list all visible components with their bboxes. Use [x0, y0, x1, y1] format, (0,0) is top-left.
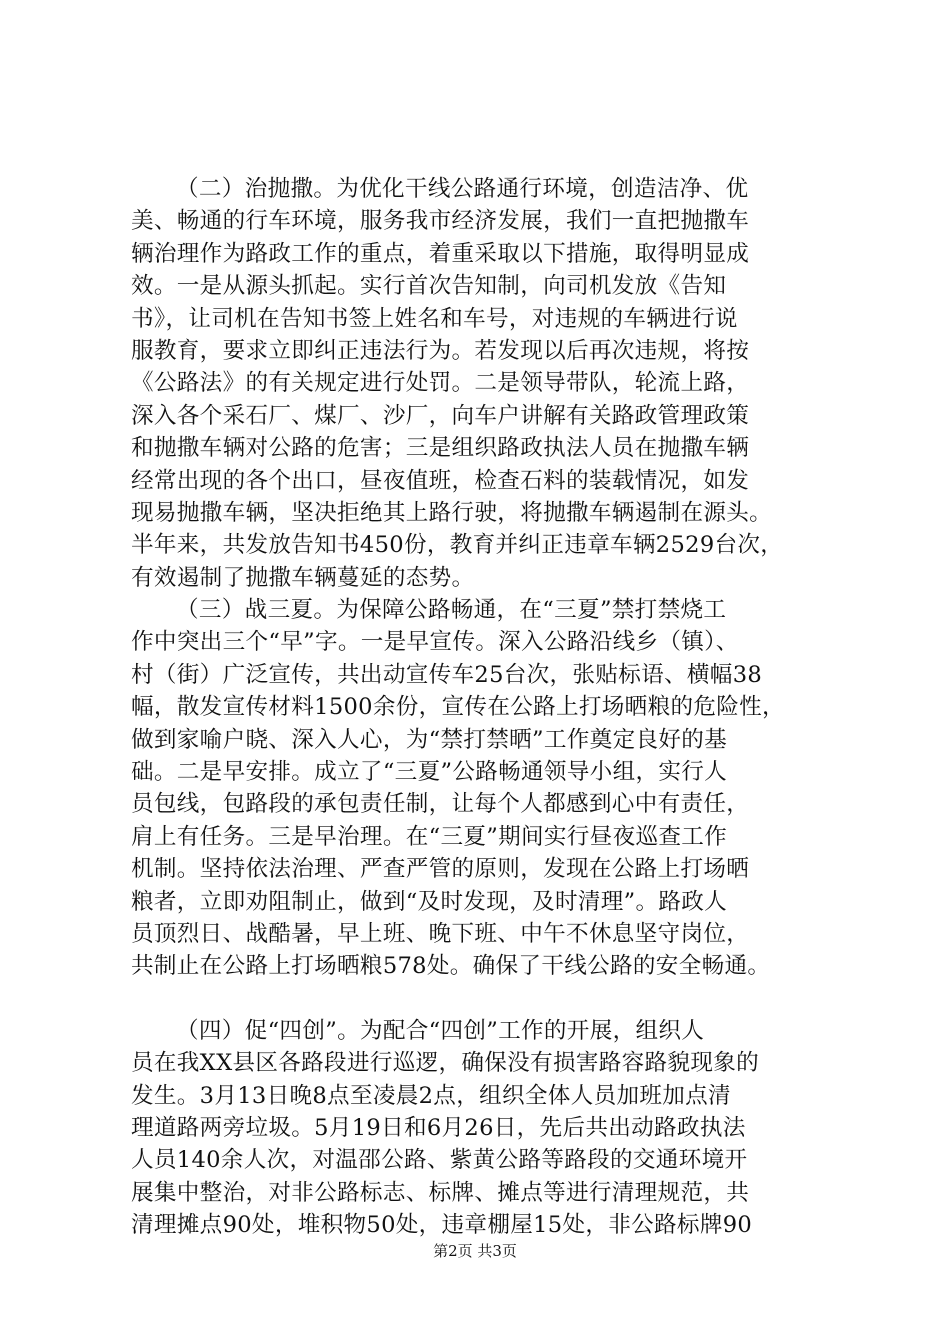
page-number: 第2页 共3页	[433, 1242, 517, 1260]
paragraph-line: 和抛撒车辆对公路的危害；三是组织路政执法人员在抛撒车辆	[131, 435, 750, 462]
paragraph-line: 清理摊点90处，堆积物50处，违章棚屋15处，非公路标牌90	[131, 1212, 753, 1239]
paragraph-line: 础。二是早安排。成立了“三夏”公路畅通领导小组，实行人	[131, 759, 728, 786]
paragraph-zhi-pao-sa	[131, 173, 851, 594]
paragraph-spacer	[131, 983, 851, 1015]
paragraph-line: （三）战三夏。为保障公路畅通，在“三夏”禁打禁烧工	[176, 597, 727, 624]
paragraph-line: 有效遏制了抛撒车辆蔓延的态势。	[131, 564, 475, 591]
paragraph-line: 效。一是从源头抓起。实行首次告知制，向司机发放《告知	[131, 273, 727, 300]
paragraph-line: 发生。3月13日晚8点至凌晨2点，组织全体人员加班加点清	[131, 1082, 731, 1109]
paragraph-line: 员顶烈日、战酷暑，早上班、晚下班、中午不休息坚守岗位，	[131, 920, 750, 947]
paragraph-line: 理道路两旁垃圾。5月19日和6月26日，先后共出动路政执法	[131, 1114, 746, 1141]
paragraph-line: 展集中整治，对非公路标志、标牌、摊点等进行清理规范，共	[131, 1179, 750, 1206]
paragraph-line: 机制。坚持依法治理、严查严管的原则，发现在公路上打场晒	[131, 856, 750, 883]
paragraph-line: 现易抛撒车辆，坚决拒绝其上路行驶，将抛撒车辆遏制在源头。	[131, 499, 773, 526]
paragraph-line: 员在我XX县区各路段进行巡逻，确保没有损害路容路貌现象的	[131, 1050, 760, 1077]
paragraph-line: 粮者，立即劝阻制止，做到“及时发现，及时清理”。路政人	[131, 888, 728, 915]
paragraph-line: 半年来，共发放告知书450份，教育并纠正违章车辆2529台次，	[131, 532, 784, 559]
paragraph-line: 辆治理作为路政工作的重点，着重采取以下措施，取得明显成	[131, 240, 750, 267]
paragraph-line: 村（街）广泛宣传，共出动宣传车25台次，张贴标语、横幅38	[131, 661, 763, 688]
page-footer	[0, 1241, 950, 1261]
paragraph-line: 美、畅通的行车环境，服务我市经济发展，我们一直把抛撒车	[131, 208, 750, 235]
paragraph-line: 经常出现的各个出口，昼夜值班，检查石料的装载情况，如发	[131, 467, 750, 494]
paragraph-line: 书》，让司机在告知书签上姓名和车号，对违规的车辆进行说	[131, 305, 738, 332]
paragraph-line: 作中突出三个“早”字。一是早宣传。深入公路沿线乡（镇）、	[131, 629, 739, 656]
paragraph-line: 员包线，包路段的承包责任制，让每个人都感到心中有责任，	[131, 791, 750, 818]
paragraph-line: 做到家喻户晓、深入人心，为“禁打禁晒”工作奠定良好的基	[131, 726, 728, 753]
paragraph-line: 《公路法》的有关规定进行处罚。二是领导带队，轮流上路，	[131, 370, 750, 397]
paragraph-line: （四）促“四创”。为配合“四创”工作的开展，组织人	[176, 1017, 705, 1044]
paragraph-line: 服教育，要求立即纠正违法行为。若发现以后再次违规，将按	[131, 337, 750, 364]
paragraph-cu-si-chuang	[131, 1015, 851, 1242]
paragraph-zhan-san-xia	[131, 594, 851, 983]
paragraph-line: 幅，散发宣传材料1500余份，宣传在公路上打场晒粮的危险性，	[131, 694, 785, 721]
paragraph-line: 肩上有任务。三是早治理。在“三夏”期间实行昼夜巡查工作	[131, 823, 728, 850]
paragraph-line: 深入各个采石厂、煤厂、沙厂，向车户讲解有关路政管理政策	[131, 402, 750, 429]
paragraph-line: 共制止在公路上打场晒粮578处。确保了干线公路的安全畅通。	[131, 953, 771, 980]
document-body	[131, 173, 851, 1242]
paragraph-line: 人员140余人次，对温邵公路、紫黄公路等路段的交通环境开	[131, 1147, 748, 1174]
paragraph-line: （二）治抛撒。为优化干线公路通行环境，创造洁净、优	[176, 176, 749, 202]
